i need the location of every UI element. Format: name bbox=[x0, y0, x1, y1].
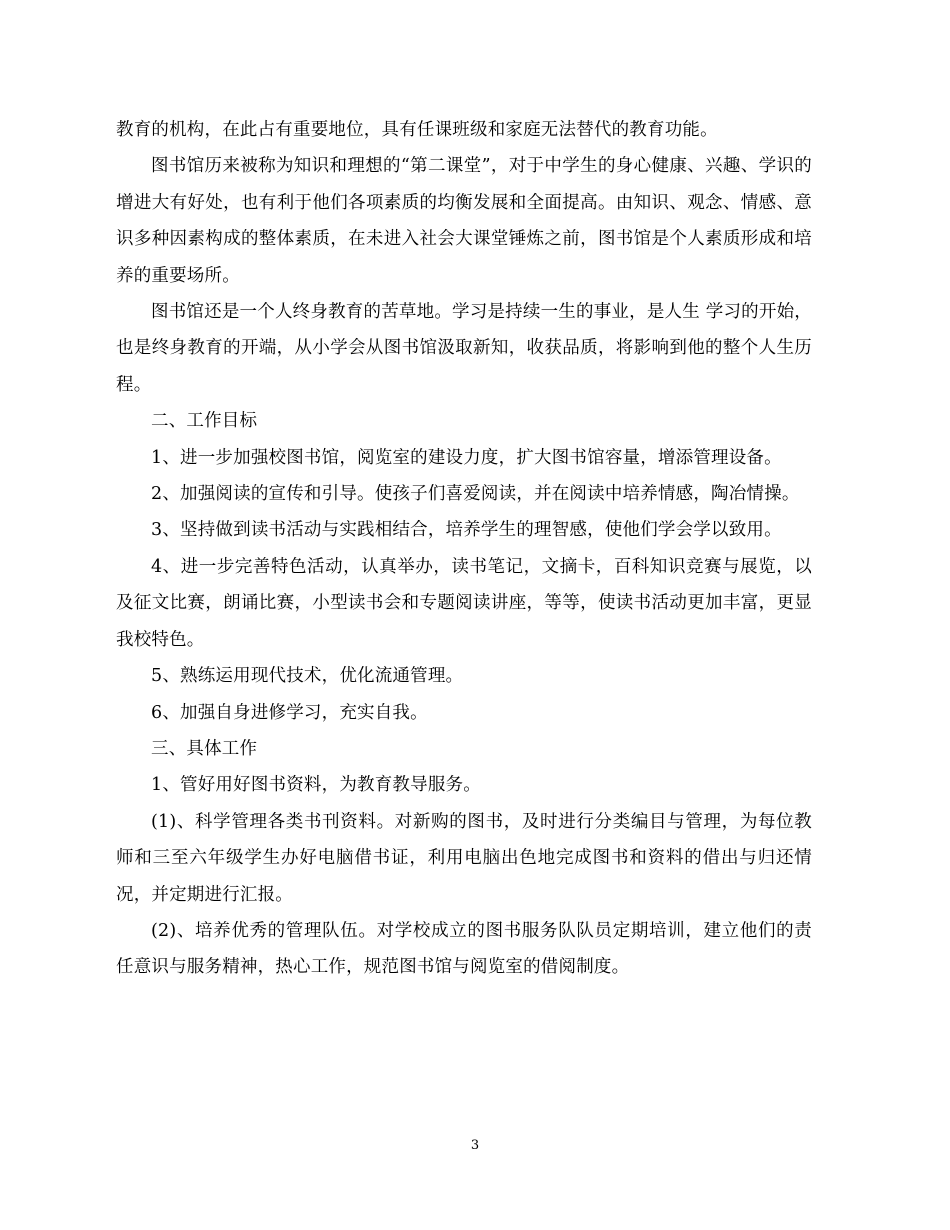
goal-item-5: 5、熟练运用现代技术，优化流通管理。 bbox=[151, 666, 464, 687]
section-heading-specific-work: 三、具体工作 bbox=[151, 738, 258, 759]
paragraph-continuation: 教育的机构，在此占有重要地位，具有任课班级和家庭无法替代的教育功能。 bbox=[116, 120, 718, 140]
paragraph-lifelong-education: 图书馆还是一个人终身教育的苦草地。学习是持续一生的事业，是人生 学习的开始，也是终身教育的开端，从小学会从图书馆汲取新知，收获品质，将影响到他的整个人生历程。 bbox=[116, 302, 812, 395]
paragraph-second-classroom: 图书馆历来被称为知识和理想的“第二课堂”，对于中学生的身心健康、兴趣、学识的增进大有好处，也有利于他们各项素质的均衡发展和全面提高。由知识、观念、情感、意识多种因素构成的整体素质，在未进入社会大课堂锤炼之前，图书馆是个人素质形成和培养的重要场所。 bbox=[116, 156, 812, 286]
goal-item-3: 3、坚持做到读书活动与实践相结合，培养学生的理智感，使他们学会学以致用。 bbox=[151, 520, 782, 541]
work-item-1: 1、管好用好图书资料，为教育教导服务。 bbox=[151, 775, 481, 796]
goal-item-4: 4、进一步完善特色活动，认真举办，读书笔记，文摘卡，百科知识竞赛与展览，以及征文比赛，朗诵比赛，小型读书会和专题阅读讲座，等等，使读书活动更加丰富，更显我校特色。 bbox=[116, 556, 812, 650]
page-number: 3 bbox=[470, 1138, 480, 1153]
work-subitem-2: (2)、培养优秀的管理队伍。对学校成立的图书服务队队员定期培训，建立他们的责任意识与服务精神，热心工作，规范图书馆与阅览室的借阅制度。 bbox=[116, 920, 812, 978]
section-heading-work-goals: 二、工作目标 bbox=[151, 411, 258, 432]
goal-item-1: 1、进一步加强校图书馆，阅览室的建设力度，扩大图书馆容量，增添管理设备。 bbox=[151, 447, 782, 468]
goal-item-2: 2、加强阅读的宣传和引导。使孩子们喜爱阅读，并在阅读中培养情感，陶冶情操。 bbox=[151, 484, 800, 505]
work-subitem-1: (1)、科学管理各类书刊资料。对新购的图书，及时进行分类编目与管理，为每位教师和三至六年级学生办好电脑借书证，利用电脑出色地完成图书和资料的借出与归还情况，并定期进行汇报。 bbox=[116, 811, 812, 905]
body-text bbox=[116, 112, 812, 986]
goal-item-6: 6、加强自身进修学习，充实自我。 bbox=[151, 702, 428, 723]
